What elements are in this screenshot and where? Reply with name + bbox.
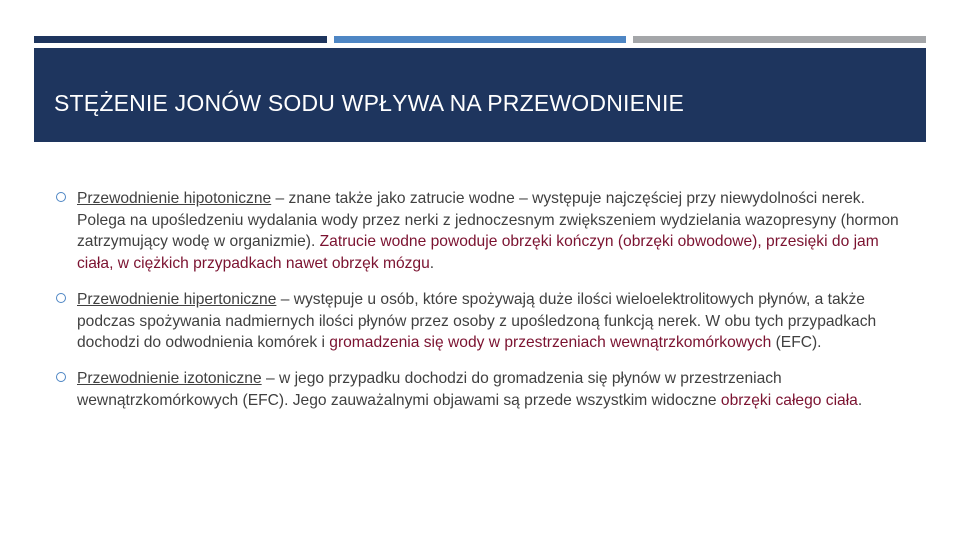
- bullet-list: [56, 188, 904, 425]
- top-accent-bar-gray: [633, 36, 926, 43]
- bullet-body: – występuje u osób, które spożywają duże ilości wieloelektrolitowych płynów, a także podczas spożywania nadmiernych ilości płynów przez osoby z upośledzoną funkcją nerek. W obu tych przypadkach dochodzi do odwodnienia komórek i: [77, 290, 877, 352]
- bullet-text: [77, 289, 904, 354]
- bullet-end: .: [857, 391, 863, 409]
- list-item: [56, 188, 904, 275]
- circle-bullet-icon: [56, 293, 66, 303]
- bullet-highlight: obrzęki całego ciała: [720, 391, 858, 409]
- circle-bullet-icon: [56, 372, 66, 382]
- bullet-term: Przewodnienie izotoniczne: [77, 369, 262, 387]
- bullet-term: Przewodnienie hipotoniczne: [77, 190, 272, 207]
- bullet-term: Przewodnienie hipertoniczne: [77, 290, 277, 308]
- top-accent-bar-blue: [334, 36, 626, 43]
- circle-bullet-icon: [56, 192, 66, 202]
- list-item: [56, 368, 904, 411]
- bullet-text: [77, 368, 904, 411]
- bullet-end: .: [429, 255, 435, 273]
- bullet-body: – w jego przypadku dochodzi do gromadzenia się płynów w przestrzeniach wewnątrzkomórkowych (EFC). Jego zauważalnymi objawami są przede wszystkim widoczne: [77, 369, 782, 409]
- bullet-highlight: Zatrucie wodne powoduje obrzęki kończyn (obrzęki obwodowe), przesięki do jam ciała, w ciężkich przypadkach nawet obrzęk mózgu: [77, 233, 879, 273]
- list-item: [56, 289, 904, 354]
- bullet-body: – znane także jako zatrucie wodne – występuje najczęściej przy niewydolności nerek. Polega na upośledzeniu wydalania wody przez nerki z jednoczesnym zwiększeniem wydzielania wazopresyny (hormon zatrzymujący wodę w organizmie).: [77, 190, 899, 251]
- title-band: [34, 48, 926, 142]
- bullet-end: (EFC).: [771, 334, 822, 352]
- bullet-highlight: gromadzenia się wody w przestrzeniach wewnątrzkomórkowych: [329, 334, 772, 352]
- slide-title: STĘŻENIE JONÓW SODU WPŁYWA NA PRZEWODNIENIE: [54, 90, 685, 116]
- top-accent-bar-navy: [34, 36, 327, 43]
- bullet-text: [77, 188, 904, 275]
